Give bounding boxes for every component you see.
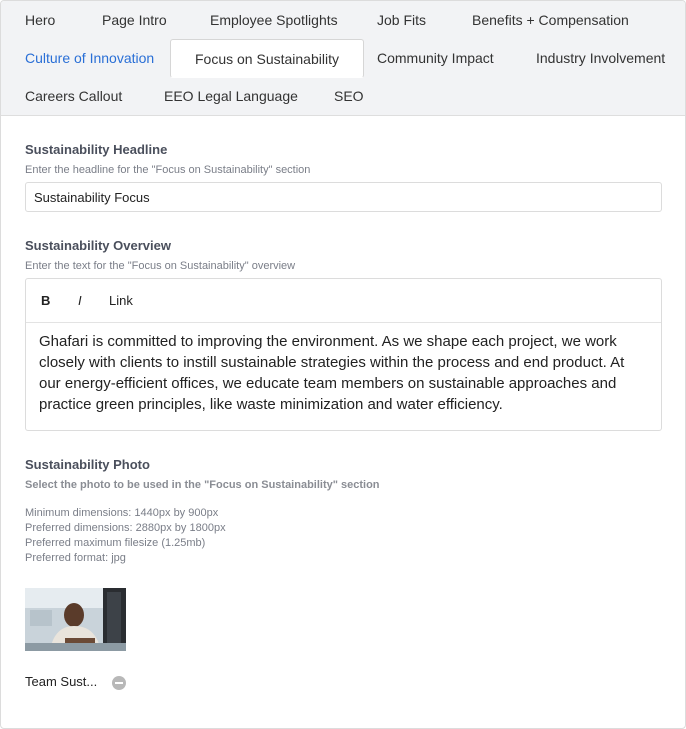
photo-requirements [25,506,226,566]
tab-community-impact[interactable]: Community Impact [377,50,494,66]
requirement-min-dimensions: Minimum dimensions: 1440px by 900px [25,507,219,519]
tab-industry-involvement[interactable]: Industry Involvement [536,50,666,66]
tab-benefits-compensation[interactable]: Benefits + Compensation [472,12,629,28]
tab-seo[interactable]: SEO [334,88,364,104]
tab-eeo-legal-language[interactable]: EEO Legal Language [164,88,298,104]
overview-rich-text-editor [25,278,662,431]
overview-help: Enter the text for the "Focus on Sustainability" overview [25,260,296,272]
tab-hero[interactable]: Hero [25,12,56,28]
headline-help: Enter the headline for the "Focus on Sustainability" section [25,164,311,176]
tab-employee-spotlights[interactable]: Employee Spotlights [210,12,338,28]
link-button[interactable]: Link [109,293,133,308]
editor-toolbar [26,279,661,323]
tab-job-fits[interactable]: Job Fits [377,12,427,28]
tab-careers-callout[interactable]: Careers Callout [25,88,123,104]
tab-culture-of-innovation[interactable]: Culture of Innovation [25,50,155,66]
photo-label: Sustainability Photo [25,457,150,472]
requirement-preferred-dimensions: Preferred dimensions: 2880px by 1800px [25,522,226,534]
bold-button[interactable]: B [41,293,51,308]
overview-label: Sustainability Overview [25,238,171,253]
requirement-max-filesize: Preferred maximum filesize (1.25mb) [25,537,206,549]
minus-circle-icon[interactable] [112,676,126,690]
tab-focus-on-sustainability[interactable]: Focus on Sustainability [170,39,364,78]
photo-thumbnail[interactable] [25,588,126,651]
photo-file-name: Team Sust... [25,674,98,689]
tab-page-intro[interactable]: Page Intro [102,12,167,28]
headline-input[interactable] [25,182,662,212]
overview-text-area[interactable]: Ghafari is committed to improving the environment. As we shape each project, we work closely with clients to instill sustainable strategies within the process and end product. At our energy-efficient offices, we educate team members on sustainable approaches and practice green principles, like waste minimization and water efficiency. [39,333,625,413]
photo-help: Select the photo to be used in the "Focus on Sustainability" section [25,479,380,491]
headline-label: Sustainability Headline [25,142,168,157]
section-tabs [1,1,686,116]
italic-button[interactable]: I [78,293,82,308]
requirement-format: Preferred format: jpg [25,552,126,564]
